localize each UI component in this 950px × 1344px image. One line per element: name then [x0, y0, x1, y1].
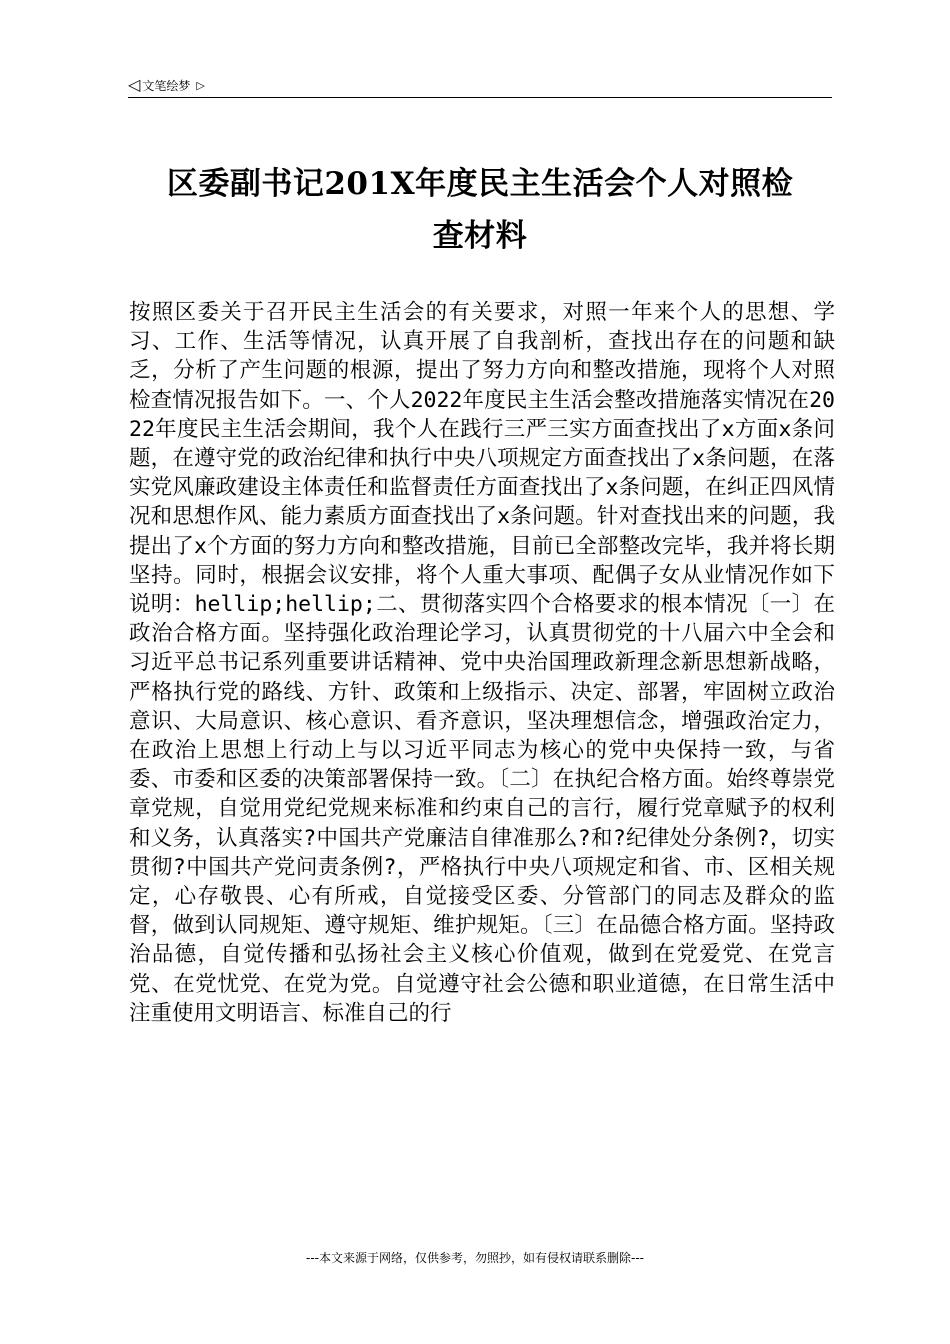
header-divider [128, 97, 832, 98]
title-line-2: 查材料 [432, 218, 528, 254]
title-line-1: 区委副书记201X年度民主生活会个人对照检 [166, 166, 794, 202]
page-footer: ---本文来源于网络，仅供参考，勿照抄，如有侵权请联系删除--- [306, 1251, 644, 1265]
left-triangle-icon: ◁ [128, 75, 141, 94]
header-label: 文笔绘梦 [142, 78, 191, 93]
document-title [128, 158, 832, 262]
right-triangle-icon: ▷ [196, 78, 205, 92]
page-header [128, 74, 832, 96]
body-paragraph: 按照区委关于召开民主生活会的有关要求，对照一年来个人的思想、学习、工作、生活等情况，认真开展了自我剖析，查找出存在的问题和缺乏，分析了产生问题的根源，提出了努力方向和整改措施，现将个人对照检查情况报告如下。一、个人2022年度民主生活会整改措施落实情况在2022年度民主生活会期间，我个人在践行三严三实方面查找出了x方面x条问题，在遵守党的政治纪律和执行中央八项规定方面查找出了x条问题，在落实党风廉政建设主体责任和监督责任方面查找出了x条问题，在纠正四风情况和思想作风、能力素质方面查找出了x条问题。针对查找出来的问题，我提出了x个方面的努力方向和整改措施，目前已全部整改完毕，我并将长期坚持。同时，根据会议安排，将个人重大事项、配偶子女从业情况作如下说明：hellip;hellip;二、贯彻落实四个合格要求的根本情况〔一〕在政治合格方面。坚持强化政治理论学习，认真贯彻党的十八届六中全会和习近平总书记系列重要讲话精神、党中央治国理政新理念新思想新战略，严格执行党的路线、方针、政策和上级指示、决定、部署，牢固树立政治意识、大局意识、核心意识、看齐意识，坚决理想信念，增强政治定力，在政治上思想上行动上与以习近平同志为核心的党中央保持一致，与省委、市委和区委的决策部署保持一致。〔二〕在执纪合格方面。始终尊崇党章党规，自觉用党纪党规来标准和约束自己的言行，履行党章赋予的权利和义务，认真落实?中国共产党廉洁自律准那么?和?纪律处分条例?，切实贯彻?中国共产党问责条例?，严格执行中央八项规定和省、市、区相关规定，心存敬畏、心有所戒，自觉接受区委、分管部门的同志及群众的监督，做到认同规矩、遵守规矩、维护规矩。〔三〕在品德合格方面。坚持政治品德，自觉传播和弘扬社会主义核心价值观，做到在党爱党、在党言党、在党忧党、在党为党。自觉遵守社会公德和职业道德，在日常生活中注重使用文明语言、标准自己的行 [129, 300, 835, 1026]
